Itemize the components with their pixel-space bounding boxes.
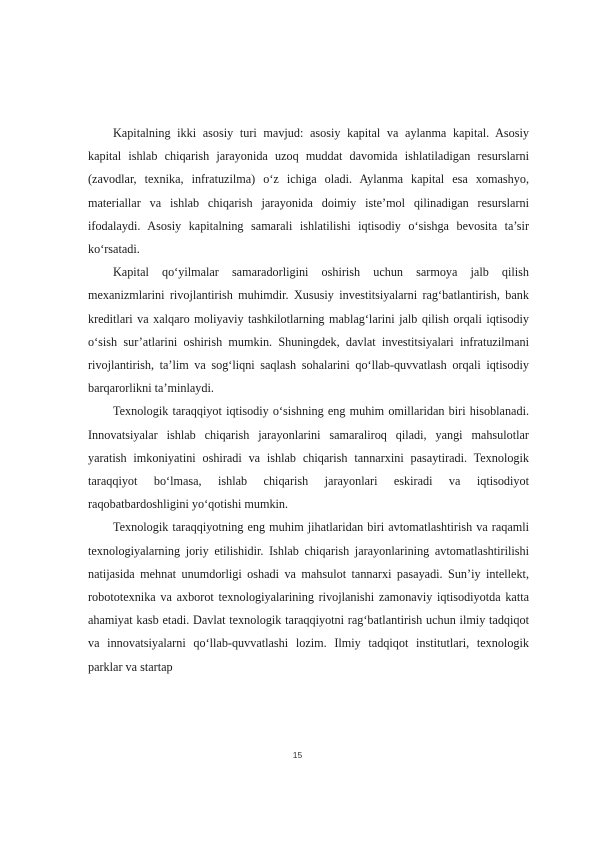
document-body [88, 122, 529, 679]
paragraph-investment-mechanisms: Kapital qo‘yilmalar samaradorligini oshirish uchun sarmoya jalb qilish mexanizmlarini rivojlantirish muhimdir. Xususiy investitsiyalarni rag‘batlantirish, bank kreditlari va xalqaro moliyaviy tashkilotlarning mablag‘larini jalb qilish orqali iqtisodiy o‘sish sur’atlarini oshirish mumkin. Shuningdek, davlat investitsiyalari infratuzilmani rivojlantirish, ta’lim va sog‘liqni saqlash sohalarini qo‘llab-quvvatlash orqali iqtisodiy barqarorlikni ta’minlaydi. [88, 265, 529, 396]
page-number: 15 [292, 750, 303, 760]
paragraph-capital-types: Kapitalning ikki asosiy turi mavjud: asosiy kapital va aylanma kapital. Asosiy kapital ishlab chiqarish jarayonida uzoq muddat davomida ishlatiladigan resurslarni (zavodlar, texnika, infratuzilma) o‘z ichiga oladi. Aylanma kapital esa xomashyo, materiallar va ishlab chiqarish jarayonida doimiy iste’mol qilinadigan resurslarni ifodalaydi. Asosiy kapitalning samarali ishlatilishi iqtisodiy o‘sishga bevosita ta’sir ko‘rsatadi. [88, 126, 529, 257]
paragraph-technological-progress: Texnologik taraqqiyot iqtisodiy o‘sishning eng muhim omillaridan biri hisoblanadi. Innovatsiyalar ishlab chiqarish jarayonlarini samaraliroq qiladi, yangi mahsulotlar yaratish imkoniyatini oshiradi va ishlab chiqarish tannarxini pasaytiradi. Texnologik taraqqiyot bo‘lmasa, ishlab chiqarish jarayonlari eskiradi va iqtisodiyot raqobatbardoshligini yo‘qotishi mumkin. [88, 404, 529, 512]
paragraph-automation-digital: Texnologik taraqqiyotning eng muhim jihatlaridan biri avtomatlashtirish va raqamli texnologiyalarning joriy etilishidir. Ishlab chiqarish jarayonlarining avtomatlashtirilishi natijasida mehnat unumdorligi oshadi va mahsulot tannarxi pasayadi. Sun’iy intellekt, robototexnika va axborot texnologiyalarining rivojlanishi zamonaviy iqtisodiyotda katta ahamiyat kasb etadi. Davlat texnologik taraqqiyotni rag‘batlantirish uchun ilmiy tadqiqot va innovatsiyalarni qo‘llab-quvvatlashi lozim. Ilmiy tadqiqot institutlari, texnologik parklar va startap [88, 520, 529, 674]
